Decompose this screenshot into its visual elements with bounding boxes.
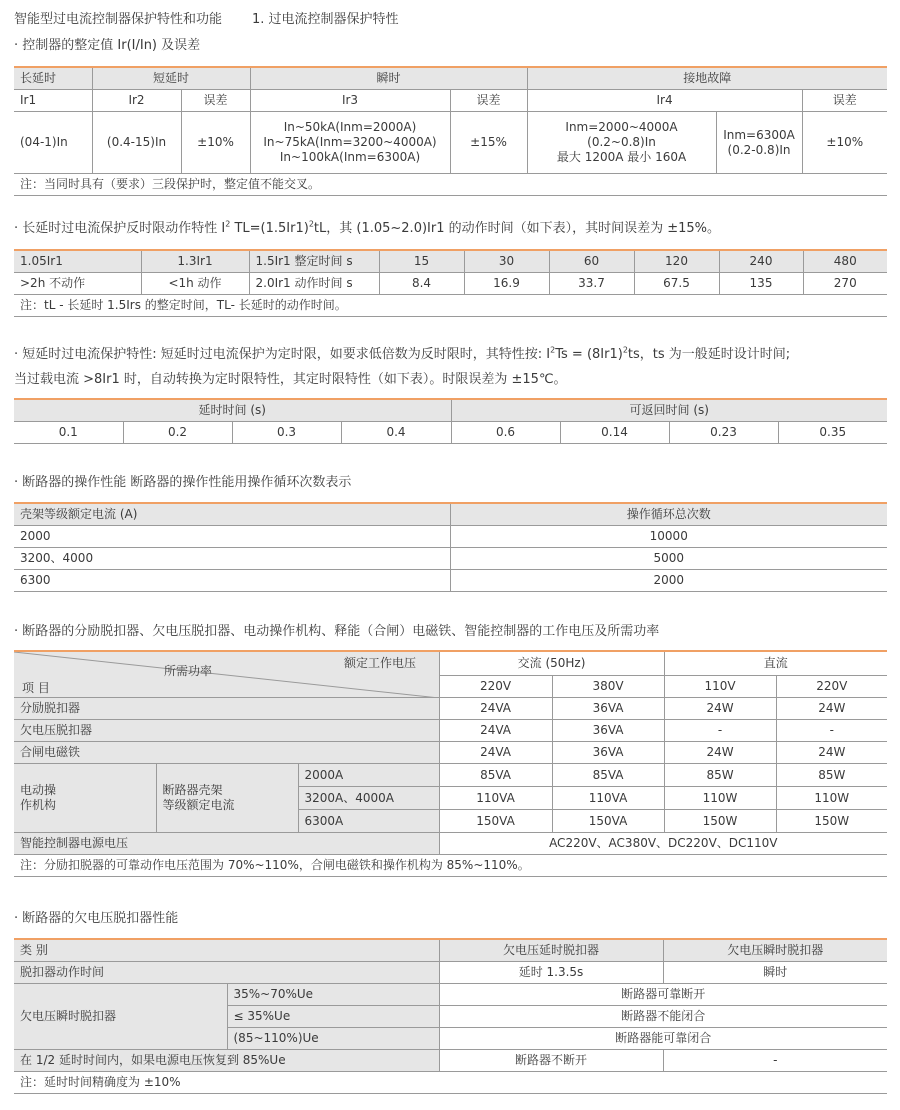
volt-cell: 220V xyxy=(776,675,887,697)
value-ir4b xyxy=(716,112,802,174)
subheader-ir4: Ir4 xyxy=(527,90,802,112)
power-header-row-1 xyxy=(14,651,887,675)
ir4-line: Inm=6300A xyxy=(723,127,795,142)
ir3-line: In~75kA(Inm=3200~4000A) xyxy=(263,135,437,149)
controller-label: 智能控制器电源电压 xyxy=(14,833,439,855)
power-row xyxy=(14,698,887,720)
power-row xyxy=(14,742,887,764)
cell: 36VA xyxy=(552,698,664,720)
cell: 150W xyxy=(664,810,776,833)
cell: 0.35 xyxy=(778,422,887,444)
cell: >2h 不动作 xyxy=(14,273,141,295)
cell: 24W xyxy=(664,698,776,720)
header-instant-release: 欠电压瞬时脱扣器 xyxy=(663,939,887,962)
row-label: 欠电压脱扣器 xyxy=(14,720,439,742)
cell: 1.05Ir1 xyxy=(14,250,141,273)
section4-title: · 断路器的操作性能 断路器的操作性能用操作循环次数表示 xyxy=(14,475,352,490)
cell: 33.7 xyxy=(549,273,634,295)
cell: 0.4 xyxy=(341,422,451,444)
controller-value: AC220V、AC380V、DC220V、DC110V xyxy=(439,833,887,855)
cell: 10000 xyxy=(450,526,887,548)
diag-item-label: 项 目 xyxy=(22,681,50,695)
cell: 8.4 xyxy=(379,273,464,295)
cell: 断路器不断开 xyxy=(439,1050,663,1072)
cell: 150VA xyxy=(439,810,552,833)
cell: 24VA xyxy=(439,698,552,720)
inverse-note-row xyxy=(14,295,887,317)
header-cycles: 操作循环总次数 xyxy=(450,503,887,526)
diag-power-label: 所需功率 xyxy=(164,664,213,678)
cell: 120 xyxy=(634,250,719,273)
s2-title-part: tL，其 (1.05~2.0)Ir1 的动作时间（如下表），其时间误差为 ±15%。 xyxy=(313,221,721,236)
row-label: 分励脱扣器 xyxy=(14,698,439,720)
inverse-row-1 xyxy=(14,250,887,273)
inverse-time-table xyxy=(14,249,887,317)
subheader-error: 误差 xyxy=(802,90,887,112)
header-ground-fault: 接地故障 xyxy=(527,67,887,90)
header-category: 类 别 xyxy=(14,939,439,962)
volt-cell: 220V xyxy=(439,675,552,697)
inverse-note: 注：tL - 长延时 1.5Irs 的整定时间，TL- 长延时的动作时间。 xyxy=(14,295,887,317)
cell: 1.3Ir1 xyxy=(141,250,249,273)
cell: 6300 xyxy=(14,570,450,592)
uv-note-row xyxy=(14,1072,887,1094)
ir4-line: (0.2~0.8)In xyxy=(587,135,656,149)
subheader-ir3: Ir3 xyxy=(250,90,450,112)
cell: 24VA xyxy=(439,742,552,764)
uv-note: 注：延时时间精确度为 ±10% xyxy=(14,1072,887,1094)
cell: 85W xyxy=(664,764,776,787)
subheader-ir2: Ir2 xyxy=(92,90,181,112)
header-delay-time: 延时时间 (s) xyxy=(14,399,451,422)
cell: 24W xyxy=(664,742,776,764)
frame-label-line: 断路器壳架 xyxy=(162,783,223,797)
cell: 36VA xyxy=(552,742,664,764)
cell: 150W xyxy=(776,810,887,833)
s3-title-part: · 短延时过电流保护特性: 短延时过电流保护为定时限，如要求低倍数为反时限时，其特性按: I xyxy=(14,347,551,362)
cell: 瞬时 xyxy=(663,962,887,984)
cell: <1h 动作 xyxy=(141,273,249,295)
cell: 断路器能可靠闭合 xyxy=(439,1028,887,1050)
superscript: 2 xyxy=(622,345,628,355)
row-label: 在 1/2 延时时间内，如果电源电压恢复到 85%Ue xyxy=(14,1050,439,1072)
cell: 30 xyxy=(464,250,549,273)
cell: 延时 1.3.5s xyxy=(439,962,663,984)
frame-current: 3200A、4000A xyxy=(298,787,439,810)
cell: 2000 xyxy=(14,526,450,548)
ir4-line: (0.2-0.8)In xyxy=(727,142,791,157)
header-ac: 交流 (50Hz) xyxy=(439,651,664,675)
setting-note-row xyxy=(14,174,887,196)
frame-label xyxy=(156,764,298,833)
s3-title-part: Ts = (8Ir1) xyxy=(555,347,623,362)
volt-cell: 380V xyxy=(552,675,664,697)
header-return-time: 可返回时间 (s) xyxy=(451,399,887,422)
setting-table xyxy=(14,66,887,196)
power-table xyxy=(14,650,887,877)
cell: 0.3 xyxy=(232,422,341,444)
uv-instant-row xyxy=(14,984,887,1006)
volt-cell: 110V xyxy=(664,675,776,697)
voltage-range: 35%~70%Ue xyxy=(227,984,439,1006)
cell: 断路器不能闭合 xyxy=(439,1006,887,1028)
diag-voltage-label: 额定工作电压 xyxy=(344,656,417,670)
cell: 60 xyxy=(549,250,634,273)
cell: - xyxy=(776,720,887,742)
uv-time-row xyxy=(14,962,887,984)
cell: 135 xyxy=(719,273,803,295)
setting-subheader-row xyxy=(14,90,887,112)
cell: 85W xyxy=(776,764,887,787)
frame-current: 2000A xyxy=(298,764,439,787)
frame-current: 6300A xyxy=(298,810,439,833)
section3-line2: 当过载电流 >8Ir1 时，自动转换为定时限特性，其定时限特性（如下表）。时限误差为 ±15℃。 xyxy=(14,372,567,387)
cell: 1.5Ir1 整定时间 s xyxy=(249,250,379,273)
superscript: 2 xyxy=(308,219,314,229)
section1-title: · 控制器的整定值 Ir(I/In) 及误差 xyxy=(14,38,201,53)
cell: 85VA xyxy=(552,764,664,787)
cell: 270 xyxy=(803,273,887,295)
value-error: ±10% xyxy=(802,112,887,174)
voltage-range: ≤ 35%Ue xyxy=(227,1006,439,1028)
header-frame-current: 壳架等级额定电流 (A) xyxy=(14,503,450,526)
cell: 2000 xyxy=(450,570,887,592)
cell: 110W xyxy=(776,787,887,810)
cell: 15 xyxy=(379,250,464,273)
subheader-error: 误差 xyxy=(181,90,250,112)
row-label: 脱扣器动作时间 xyxy=(14,962,439,984)
definite-value-row xyxy=(14,422,887,444)
header-short-delay: 短延时 xyxy=(92,67,250,90)
power-row xyxy=(14,720,887,742)
cell: 150VA xyxy=(552,810,664,833)
header-delay-release: 欠电压延时脱扣器 xyxy=(439,939,663,962)
value-error: ±15% xyxy=(450,112,527,174)
header-instant: 瞬时 xyxy=(250,67,527,90)
cell: 110VA xyxy=(439,787,552,810)
subheader-ir1: Ir1 xyxy=(14,90,92,112)
setting-header-row xyxy=(14,67,887,90)
cell: 断路器可靠断开 xyxy=(439,984,887,1006)
operation-row xyxy=(14,548,887,570)
setting-value-row xyxy=(14,112,887,174)
motor-label xyxy=(14,764,156,833)
uv-recovery-row xyxy=(14,1050,887,1072)
cell: 110W xyxy=(664,787,776,810)
diagonal-header-cell xyxy=(14,651,439,698)
uv-header-row xyxy=(14,939,887,962)
cell: 67.5 xyxy=(634,273,719,295)
cell: 0.6 xyxy=(451,422,560,444)
cell: - xyxy=(664,720,776,742)
operation-table xyxy=(14,502,887,592)
header-subtitle: 1. 过电流控制器保护特性 xyxy=(252,12,399,27)
motor-label-line: 作机构 xyxy=(20,798,57,812)
cell: 24W xyxy=(776,698,887,720)
cell: 24W xyxy=(776,742,887,764)
cell: 480 xyxy=(803,250,887,273)
power-note: 注：分励扣脱器的可靠动作电压范围为 70%~110%，合闸电磁铁和操作机构为 85%~110%。 xyxy=(14,855,887,877)
value-ir2: (0.4-15)In xyxy=(92,112,181,174)
cell: 0.1 xyxy=(14,422,123,444)
cell: 110VA xyxy=(552,787,664,810)
section5-title: · 断路器的分励脱扣器、欠电压脱扣器、电动操作机构、释能（合闸）电磁铁、智能控制器的工作电压及所需功率 xyxy=(14,624,660,639)
ir3-line: In~50kA(Inm=2000A) xyxy=(283,120,417,134)
controller-voltage-row xyxy=(14,833,887,855)
definite-time-table xyxy=(14,398,887,444)
subheader-error: 误差 xyxy=(450,90,527,112)
ir4-line: Inm=2000~4000A xyxy=(565,120,678,134)
cell: 240 xyxy=(719,250,803,273)
section3-line1 xyxy=(14,343,790,362)
header-long-delay: 长延时 xyxy=(14,67,92,90)
header-title: 智能型过电流控制器保护特性和功能 xyxy=(14,12,223,27)
operation-header-row xyxy=(14,503,887,526)
instant-release-label: 欠电压瞬时脱扣器 xyxy=(14,984,227,1050)
voltage-range: (85~110%)Ue xyxy=(227,1028,439,1050)
cell: 0.14 xyxy=(560,422,669,444)
cell: 16.9 xyxy=(464,273,549,295)
inverse-row-2 xyxy=(14,273,887,295)
s3-title-part: ts，ts 为一般延时设计时间; xyxy=(627,347,791,362)
operation-row xyxy=(14,570,887,592)
value-ir3 xyxy=(250,112,450,174)
power-note-row xyxy=(14,855,887,877)
motor-label-line: 电动操 xyxy=(20,783,57,797)
value-ir4a xyxy=(527,112,716,174)
cell: 24VA xyxy=(439,720,552,742)
ir4-line: 最大 1200A 最小 160A xyxy=(556,150,687,164)
setting-note: 注：当同时具有（要求）三段保护时，整定值不能交叉。 xyxy=(14,174,887,196)
row-label: 合闸电磁铁 xyxy=(14,742,439,764)
cell: 36VA xyxy=(552,720,664,742)
cell: 85VA xyxy=(439,764,552,787)
header-dc: 直流 xyxy=(664,651,887,675)
undervoltage-table xyxy=(14,938,887,1094)
cell: 3200、4000 xyxy=(14,548,450,570)
ir3-line: In~100kA(Inm=6300A) xyxy=(279,150,421,164)
cell: 5000 xyxy=(450,548,887,570)
cell: - xyxy=(663,1050,887,1072)
section2-title xyxy=(14,217,720,236)
frame-label-line: 等级额定电流 xyxy=(162,798,235,812)
value-error: ±10% xyxy=(181,112,250,174)
value-ir1: (04-1)In xyxy=(14,112,92,174)
cell: 0.23 xyxy=(669,422,778,444)
cell: 0.2 xyxy=(123,422,232,444)
definite-header-row xyxy=(14,399,887,422)
s2-title-part: · 长延时过电流保护反时限动作特性 I xyxy=(14,221,226,236)
cell: 2.0Ir1 动作时间 s xyxy=(249,273,379,295)
section6-title: · 断路器的欠电压脱扣器性能 xyxy=(14,911,179,926)
page-header xyxy=(14,8,399,27)
superscript: 2 xyxy=(550,345,556,355)
superscript: 2 xyxy=(225,219,231,229)
operation-row xyxy=(14,526,887,548)
s2-title-part: TL=(1.5Ir1) xyxy=(230,221,309,236)
motor-row xyxy=(14,764,887,787)
